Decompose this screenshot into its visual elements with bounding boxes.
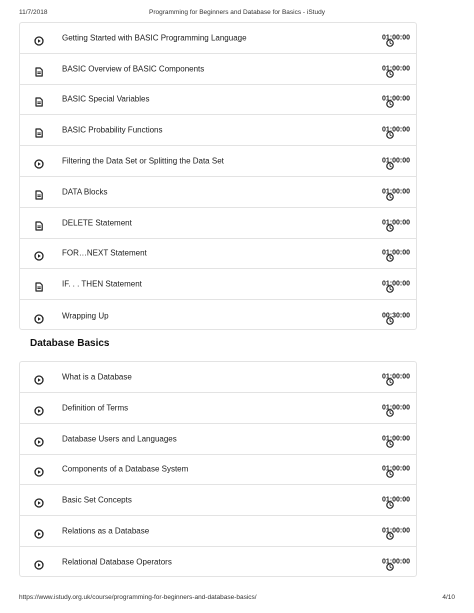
play-circle-icon xyxy=(34,403,44,413)
document-icon xyxy=(34,64,44,74)
page-url[interactable]: https://www.istudy.org.uk/course/programming-for-beginners-and-database-basics/ xyxy=(19,594,257,601)
lesson-duration: 01:00:00 xyxy=(381,157,410,165)
lesson-duration: 01:00:00 xyxy=(381,219,410,227)
lesson-title[interactable]: BASIC Overview of BASIC Components xyxy=(62,64,205,74)
play-circle-icon xyxy=(34,557,44,567)
lesson-duration: 01:00:00 xyxy=(381,249,410,257)
lesson-title[interactable]: Relations as a Database xyxy=(62,526,150,536)
lesson-row[interactable] xyxy=(20,362,416,393)
lesson-row[interactable] xyxy=(20,208,416,239)
lesson-row[interactable] xyxy=(20,485,416,516)
play-circle-icon xyxy=(34,311,44,321)
document-title: Programming for Beginners and Database for Basics - iStudy xyxy=(149,9,325,16)
play-circle-icon xyxy=(34,464,44,474)
play-circle-icon xyxy=(34,156,44,166)
lesson-title[interactable]: Relational Database Operators xyxy=(62,557,172,567)
print-date: 11/7/2018 xyxy=(19,9,48,16)
lesson-duration: 01:00:00 xyxy=(381,496,410,504)
lesson-title[interactable]: Definition of Terms xyxy=(62,403,129,413)
play-circle-icon xyxy=(34,248,44,258)
lesson-row[interactable] xyxy=(20,146,416,177)
lesson-duration: 00:30:00 xyxy=(381,312,410,320)
lesson-title[interactable]: BASIC Special Variables xyxy=(62,94,150,104)
lesson-duration: 01:00:00 xyxy=(381,404,410,412)
lesson-row[interactable] xyxy=(20,393,416,424)
lesson-duration: 01:00:00 xyxy=(381,126,410,134)
document-icon xyxy=(34,125,44,135)
play-circle-icon xyxy=(34,434,44,444)
lesson-duration: 01:00:00 xyxy=(381,558,410,566)
lesson-duration: 01:00:00 xyxy=(381,95,410,103)
lesson-title[interactable]: Filtering the Data Set or Splitting the Data Set xyxy=(62,156,224,166)
document-icon xyxy=(34,187,44,197)
lesson-row[interactable] xyxy=(20,516,416,547)
lesson-title[interactable]: Database Users and Languages xyxy=(62,434,177,444)
lesson-title[interactable]: DATA Blocks xyxy=(62,187,108,197)
lesson-title[interactable]: Basic Set Concepts xyxy=(62,495,132,505)
lesson-duration: 01:00:00 xyxy=(381,435,410,443)
lesson-duration: 01:00:00 xyxy=(381,188,410,196)
lesson-row[interactable] xyxy=(20,455,416,486)
lesson-row[interactable] xyxy=(20,239,416,270)
lesson-row[interactable] xyxy=(20,23,416,54)
lesson-row[interactable] xyxy=(20,424,416,455)
lesson-row[interactable] xyxy=(20,177,416,208)
print-header xyxy=(19,9,455,19)
lesson-title[interactable]: What is a Database xyxy=(62,372,132,382)
document-icon xyxy=(34,94,44,104)
document-icon xyxy=(34,279,44,289)
lesson-duration: 01:00:00 xyxy=(381,465,410,473)
section-title: Database Basics xyxy=(30,338,110,349)
lesson-duration: 01:00:00 xyxy=(381,280,410,288)
print-footer xyxy=(19,594,455,604)
play-circle-icon xyxy=(34,495,44,505)
lesson-row[interactable] xyxy=(20,54,416,85)
lesson-row[interactable] xyxy=(20,300,416,331)
play-circle-icon xyxy=(34,33,44,43)
lesson-title[interactable]: Components of a Database System xyxy=(62,464,189,474)
lesson-duration: 01:00:00 xyxy=(381,373,410,381)
lesson-list xyxy=(19,361,417,577)
page-number: 4/10 xyxy=(442,594,455,601)
lesson-duration: 01:00:00 xyxy=(381,527,410,535)
lesson-title[interactable]: Wrapping Up xyxy=(62,311,109,321)
lesson-row[interactable] xyxy=(20,269,416,300)
lesson-title[interactable]: BASIC Probability Functions xyxy=(62,125,163,135)
lesson-row[interactable] xyxy=(20,547,416,578)
lesson-title[interactable]: DELETE Statement xyxy=(62,218,132,228)
lesson-title[interactable]: Getting Started with BASIC Programming Language xyxy=(62,33,247,43)
lesson-row[interactable] xyxy=(20,85,416,116)
lesson-list xyxy=(19,22,417,330)
play-circle-icon xyxy=(34,526,44,536)
play-circle-icon xyxy=(34,372,44,382)
lesson-duration: 01:00:00 xyxy=(381,65,410,73)
lesson-row[interactable] xyxy=(20,115,416,146)
lesson-title[interactable]: FOR…NEXT Statement xyxy=(62,248,147,258)
document-icon xyxy=(34,218,44,228)
lesson-title[interactable]: IF. . . THEN Statement xyxy=(62,279,142,289)
lesson-duration: 01:00:00 xyxy=(381,34,410,42)
